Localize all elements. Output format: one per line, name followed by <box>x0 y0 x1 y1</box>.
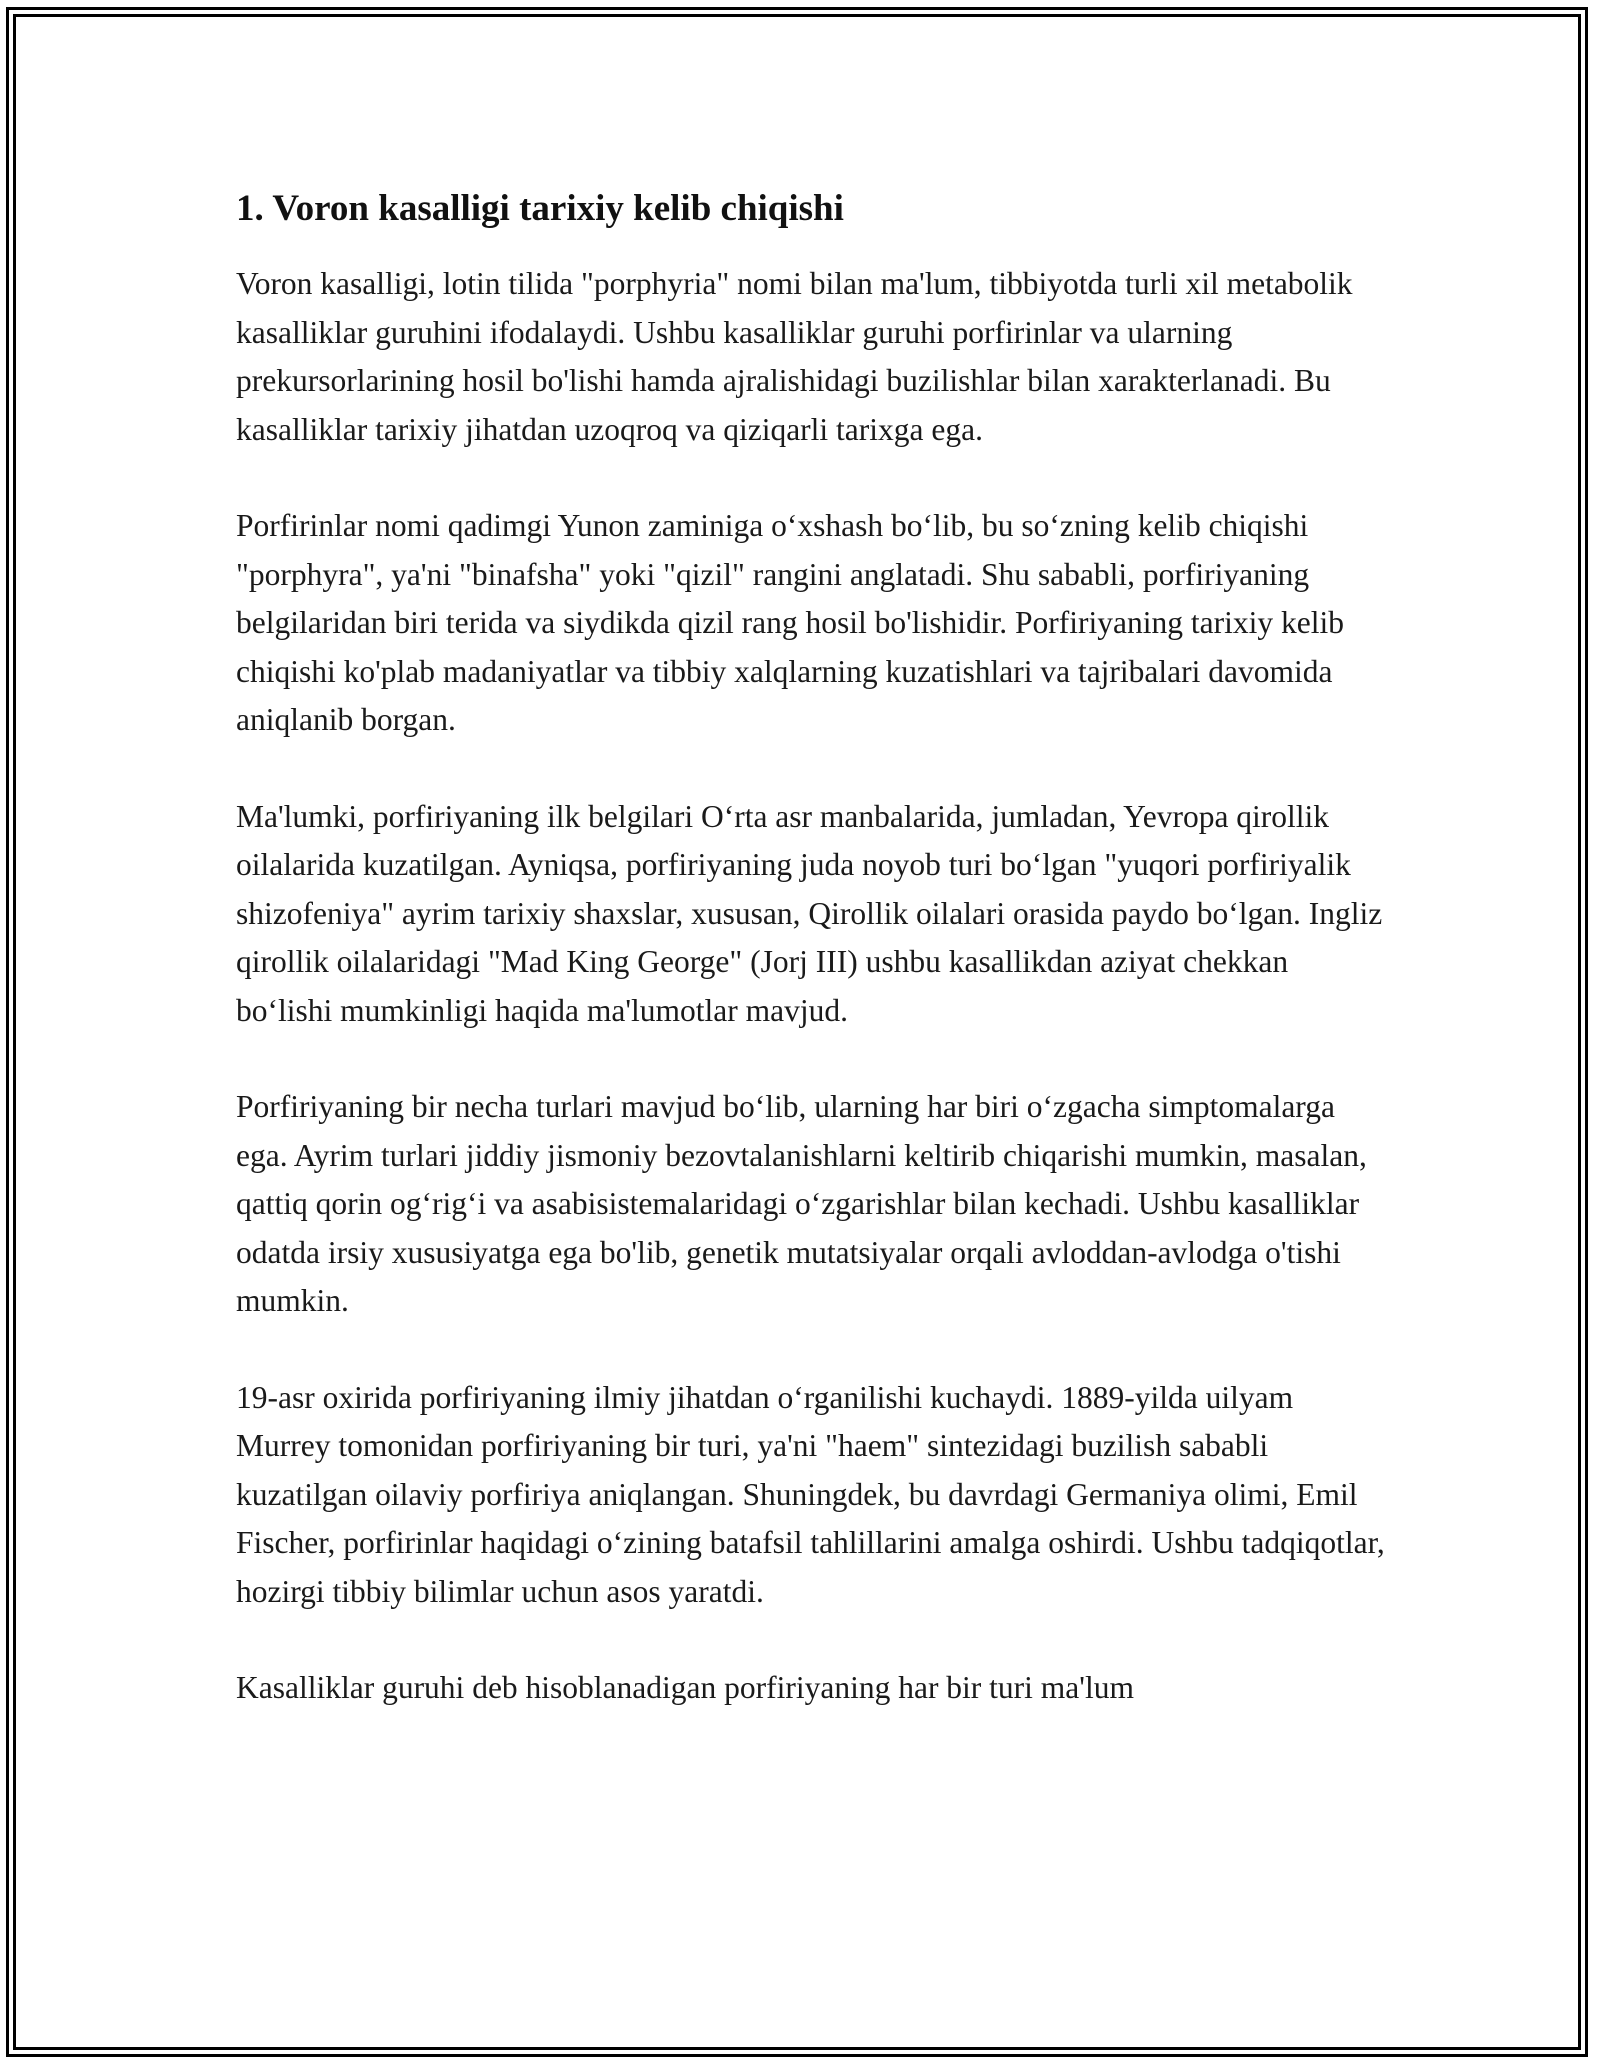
paragraph-2: Porfirinlar nomi qadimgi Yunon zaminiga o‘xshash bo‘lib, bu so‘zning kelib chiqishi "porphyra", ya'ni "binafsha" yoki "qizil" rangini anglatadi. Shu sababli, porfiriyaning belgilaridan biri terida va siydikda qizil rang hosil bo'lishidir. Porfiriyaning tarixiy kelib chiqishi ko'plab madaniyatlar va tibbiy xalqlarning kuzatishlari va tajribalari davomida aniqlanib borgan. <box>236 508 1344 737</box>
section-heading: 1. Voron kasalligi tarixiy kelib chiqishi <box>236 188 844 229</box>
document-body <box>236 186 1386 1761</box>
paragraph-3: Ma'lumki, porfiriyaning ilk belgilari O‘rta asr manbalarida, jumladan, Yevropa qirollik oilalarida kuzatilgan. Ayniqsa, porfiriyaning juda noyob turi bo‘lgan "yuqori porfiriyalik shizofeniya" ayrim tarixiy shaxslar, xususan, Qirollik oilalari orasida paydo bo‘lgan. Ingliz qirollik oilalaridagi "Mad King George" (Jorj III) ushbu kasallikdan aziyat chekkan bo‘lishi mumkinligi haqida ma'lumotlar mavjud. <box>236 798 1383 1028</box>
paragraph-5: 19-asr oxirida porfiriyaning ilmiy jihatdan o‘rganilishi kuchaydi. 1889-yilda uilyam Murrey tomonidan porfiriyaning bir turi, ya'ni "haem" sintezidagi buzilish sababli kuzatilgan oilaviy porfiriya aniqlangan. Shuningdek, bu davrdagi Germaniya olimi, Emil Fischer, porfirinlar haqidagi o‘zining batafsil tahlillarini amalga oshirdi. Ushbu tadqiqotlar, hozirgi tibbiy bilimlar uchun asos yaratdi. <box>236 1379 1385 1609</box>
paragraph-4: Porfiriyaning bir necha turlari mavjud bo‘lib, ularning har biri o‘zgacha simptomalarga ega. Ayrim turlari jiddiy jismoniy bezovtalanishlarni keltirib chiqarishi mumkin, masalan, qattiq qorin og‘rig‘i va asabisistemalaridagi o‘zgarishlar bilan kechadi. Ushbu kasalliklar odatda irsiy xususiyatga ega bo'lib, genetik mutatsiyalar orqali avloddan-avlodga o'tishi mumkin. <box>236 1089 1367 1318</box>
paragraph-1: Voron kasalligi, lotin tilida "porphyria" nomi bilan ma'lum, tibbiyotda turli xil metabolik kasalliklar guruhini ifodalaydi. Ushbu kasalliklar guruhi porfirinlar va ularning prekursorlarining hosil bo'lishi hamda ajralishidagi buzilishlar bilan xarakterlanadi. Bu kasalliklar tarixiy jihatdan uzoqroq va qiziqarli tarixga ega. <box>236 266 1353 447</box>
paragraph-6: Kasalliklar guruhi deb hisoblanadigan porfiriyaning har bir turi ma'lum <box>236 1670 1134 1705</box>
